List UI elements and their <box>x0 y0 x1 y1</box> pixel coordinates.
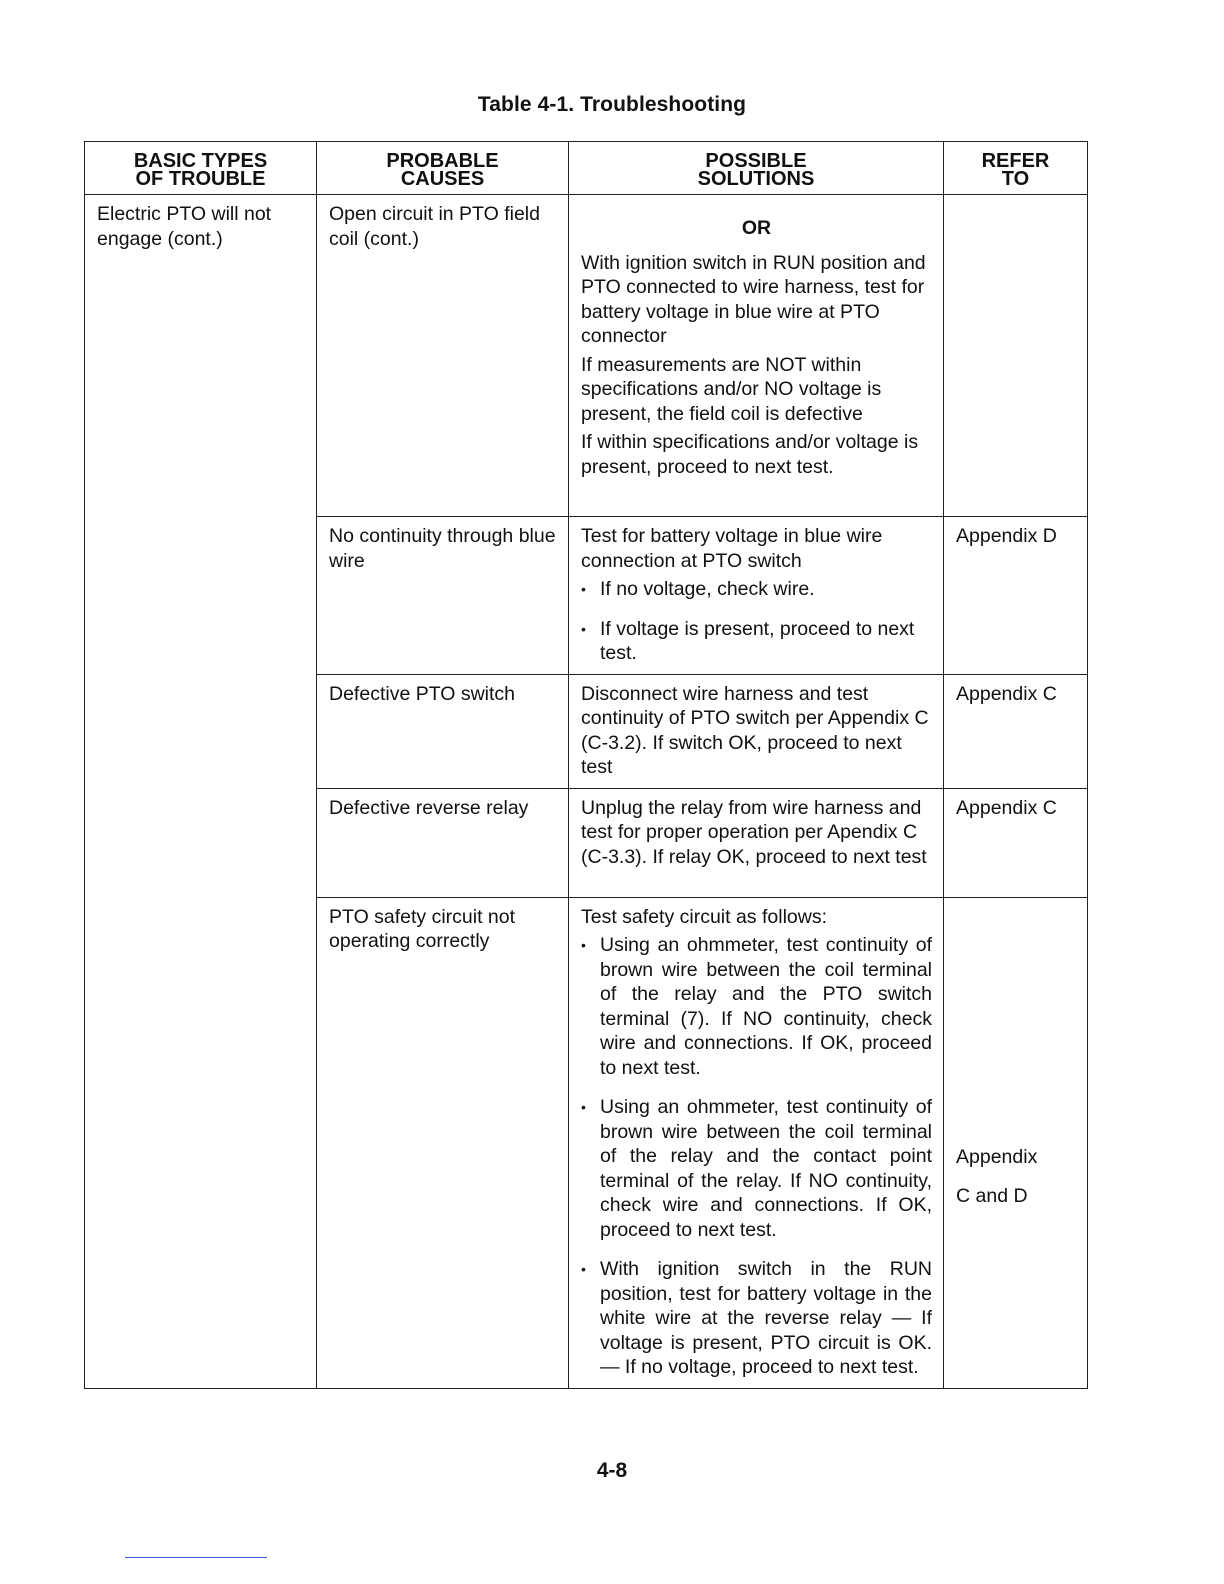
bullet-icon: • <box>581 937 586 953</box>
solution-cell: Test safety circuit as follows: • Using an ohmmeter, test continuity of brown wire between the coil terminal of the relay and the PTO switch terminal (7). If NO continuity, check wire and connections. If OK, proceed to next test. • Using an ohmmeter, test continuity of brown wire between the coil terminal of the relay and the contact point terminal of the relay. If NO continuity, check wire and connections. If OK, proceed to next test. • With ignition switch in the RUN position, test for battery voltage in the white wire at the reverse relay — If voltage is present, PTO circuit is OK.— If no voltage, proceed to next test. <box>569 897 944 1388</box>
bullet-item: • If no voltage, check wire. <box>581 578 815 600</box>
refer-cell: Appendix C and D <box>944 897 1088 1388</box>
solution-cell: OR With ignition switch in RUN position and PTO connected to wire harness, test for battery voltage in blue wire at PTO connector If measurements are NOT within specifications and/or NO voltage is present, the field coil is defective If within specifications and/or voltage is present, proceed to next test. <box>569 195 944 517</box>
cause-cell: Defective reverse relay <box>317 788 569 897</box>
refer-cell: Appendix C <box>944 788 1088 897</box>
bullet-icon: • <box>581 620 586 637</box>
or-label: OR <box>741 217 772 239</box>
refer-cell: Appendix D <box>944 517 1088 675</box>
header-probable-causes: PROBABLE CAUSES <box>317 142 569 195</box>
bullet-item: • Using an ohmmeter, test continuity of brown wire between the coil terminal of the relay and the contact point terminal of the relay. If NO continuity, check wire and connections. If OK, proceed to next test. <box>581 1096 932 1241</box>
bullet-item: • Using an ohmmeter, test continuity of brown wire between the coil terminal of the relay and the PTO switch terminal (7). If NO continuity, check wire and connections. If OK, proceed to next test. <box>581 934 932 1079</box>
header-basic-types: BASIC TYPES OF TROUBLE <box>85 142 317 195</box>
solution-cell: Test for battery voltage in blue wire connection at PTO switch • If no voltage, check wire. • If voltage is present, proceed to next test. <box>569 517 944 675</box>
cause-cell: Open circuit in PTO field coil (cont.) <box>317 195 569 517</box>
refer-cell <box>944 195 1088 517</box>
header-refer-to: REFER TO <box>944 142 1088 195</box>
bullet-item: • With ignition switch in the RUN position, test for battery voltage in the white wire at the reverse relay — If voltage is present, PTO circuit is OK.— If no voltage, proceed to next test. <box>581 1258 932 1378</box>
solution-cell: Disconnect wire harness and test continuity of PTO switch per Appendix C (C-3.2). If switch OK, proceed to next test <box>569 674 944 788</box>
troubleshooting-table <box>84 141 1088 1389</box>
trouble-cell: Electric PTO will not engage (cont.) <box>85 195 317 1389</box>
bullet-icon: • <box>581 581 586 597</box>
bullet-icon: • <box>581 1099 586 1115</box>
bullet-icon: • <box>581 1261 586 1277</box>
table-row <box>85 195 1088 517</box>
cause-cell: PTO safety circuit not operating correctly <box>317 897 569 1388</box>
header-row <box>85 142 1088 195</box>
header-possible-solutions: POSSIBLE SOLUTIONS <box>569 142 944 195</box>
footer-rule <box>125 1557 267 1558</box>
table-title: Table 4-1. Troubleshooting <box>477 93 747 116</box>
page-number: 4-8 <box>596 1459 628 1482</box>
bullet-item: • If voltage is present, proceed to next test. <box>581 617 915 664</box>
refer-cell: Appendix C <box>944 674 1088 788</box>
solution-cell: Unplug the relay from wire harness and test for proper operation per Apendix C (C-3.3). If relay OK, proceed to next test <box>569 788 944 897</box>
cause-cell: No continuity through blue wire <box>317 517 569 675</box>
cause-cell: Defective PTO switch <box>317 674 569 788</box>
